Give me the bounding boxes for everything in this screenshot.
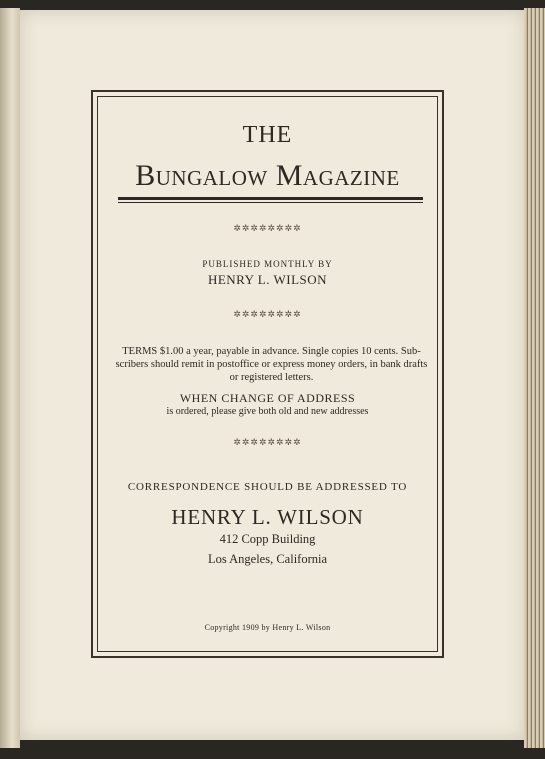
title-rule-thin (118, 202, 423, 203)
page-border (91, 90, 444, 658)
ornament-divider: ✲✲✲✲✲✲✲✲ (233, 223, 302, 233)
published-label: PUBLISHED MONTHLY BY (202, 259, 333, 269)
address-line-2: Los Angeles, California (207, 552, 328, 566)
title-rule-thick (118, 197, 423, 200)
address-line-1: 412 Copp Building (219, 532, 316, 546)
right-page-edges (524, 8, 545, 748)
inner-border (97, 96, 438, 652)
terms-text: TERMS $1.00 a year, payable in advance. Single copies 10 cents. Sub-scribers should remit in postoffice or express money orders, in bank drafts or registered letters. (115, 346, 428, 383)
left-page-edge (0, 8, 20, 748)
page (20, 10, 525, 740)
ornament-divider: ✲✲✲✲✲✲✲✲ (233, 309, 302, 319)
change-address-heading: WHEN CHANGE OF ADDRESS (179, 391, 356, 405)
correspondence-label: CORRESPONDENCE SHOULD BE ADDRESSED TO (127, 481, 408, 493)
contact-name: HENRY L. WILSON (171, 505, 364, 529)
publisher-name: HENRY L. WILSON (207, 272, 328, 287)
copyright-notice: Copyright 1909 by Henry L. Wilson (204, 623, 331, 632)
change-address-text: is ordered, please give both old and new addresses (166, 406, 369, 417)
ornament-divider: ✲✲✲✲✲✲✲✲ (233, 437, 302, 447)
magazine-title: Bungalow Magazine (135, 159, 400, 192)
title-the: THE (242, 122, 293, 148)
